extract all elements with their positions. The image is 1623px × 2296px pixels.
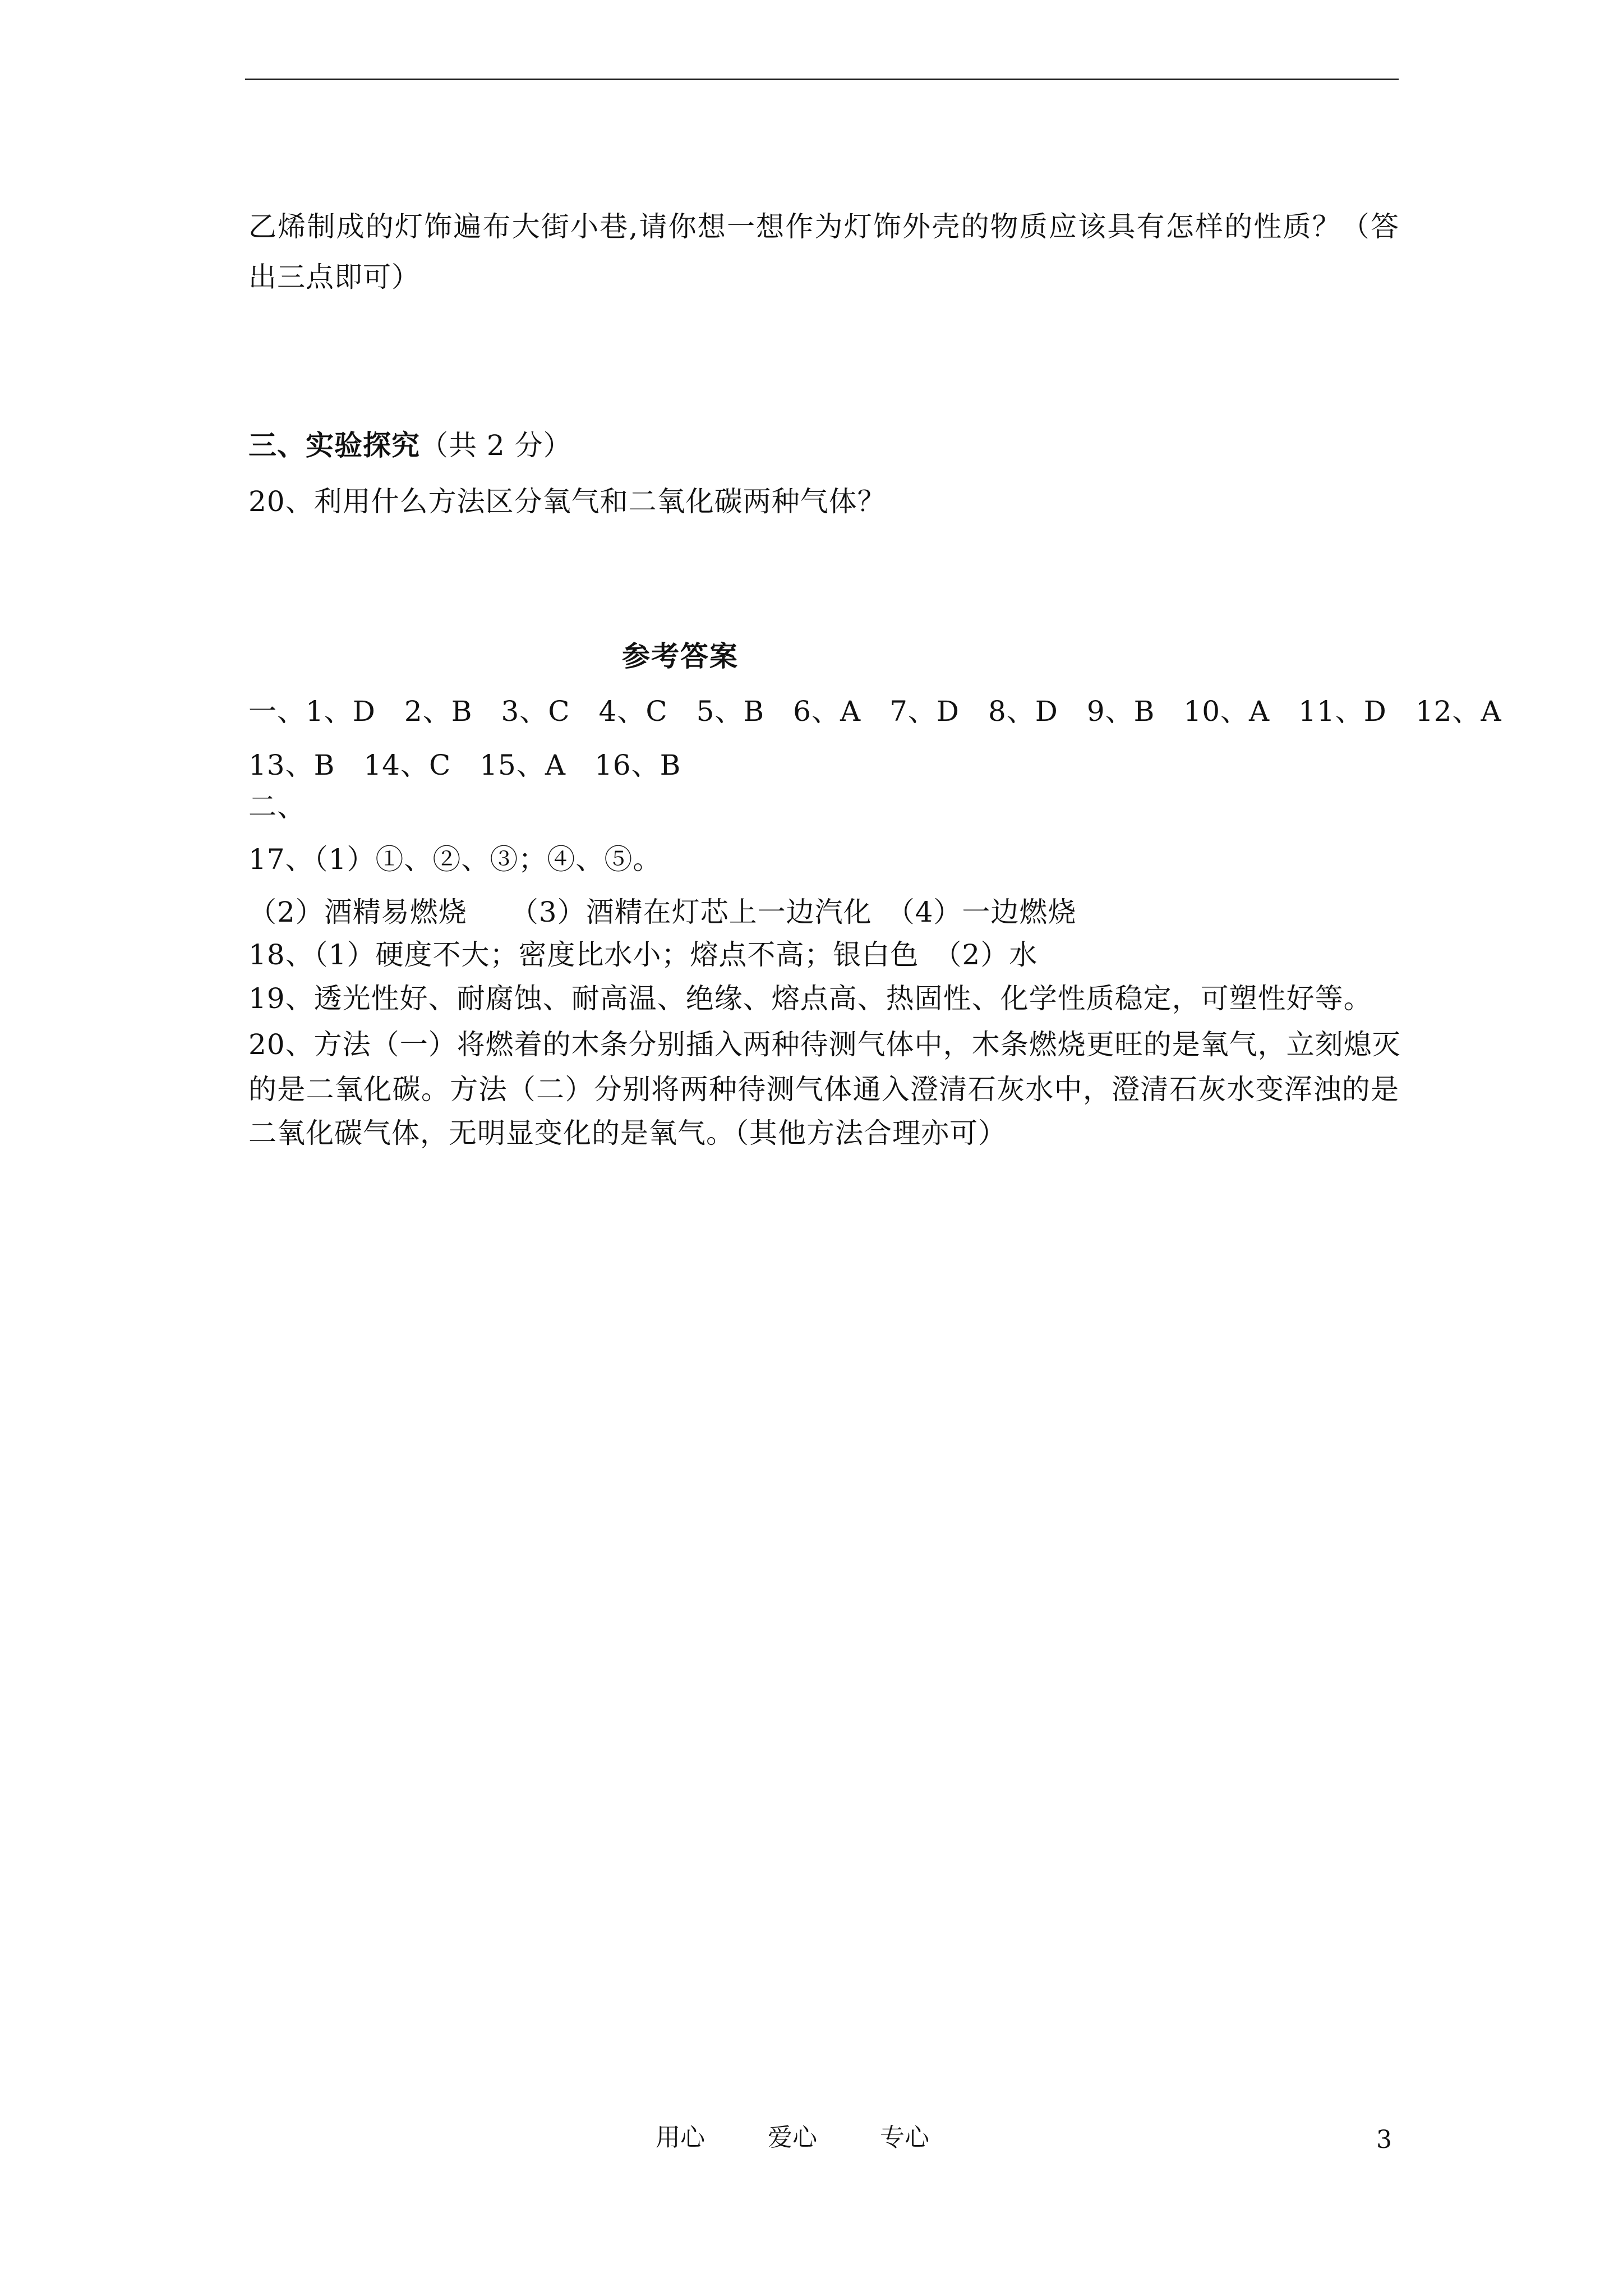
footer-motto-1: 用心 <box>656 2123 705 2152</box>
page-number: 3 <box>1376 2125 1392 2154</box>
answers-part2-label: 二、 <box>248 790 306 823</box>
question-19-text-line-1: 乙烯制成的灯饰遍布大街小巷,请你想一想作为灯饰外壳的物质应该具有怎样的性质？（答 <box>248 210 1399 243</box>
answers-part1-line-2: 13、B 14、C 15、A 16、B <box>248 749 681 781</box>
answer-key-title: 参考答案 <box>622 639 739 673</box>
answer-20-line-1: 20、方法（一）将燃着的木条分别插入两种待测气体中，木条燃烧更旺的是氧气，立刻熄灭 <box>248 1028 1401 1061</box>
answer-20-line-2: 的是二氧化碳。方法（二）分别将两种待测气体通入澄清石灰水中，澄清石灰水变浑浊的是 <box>248 1073 1399 1106</box>
answers-part1-line-1: 一、1、D 2、B 3、C 4、C 5、B 6、A 7、D 8、D 9、B 10、A 11、D 12、A <box>248 695 1502 728</box>
section-3-title: 三、实验探究 <box>248 429 420 462</box>
answer-20-line-3: 二氧化碳气体，无明显变化的是氧气。（其他方法合理亦可） <box>248 1117 1007 1149</box>
header-rule <box>245 79 1399 80</box>
section-3-points: （共 2 分） <box>420 429 572 462</box>
footer-motto-3: 专心 <box>880 2123 929 2152</box>
footer-motto-2: 爱心 <box>768 2123 817 2152</box>
question-19-text-line-2: 出三点即可） <box>248 261 420 293</box>
answer-17-line-1: 17、（1）①、②、③；④、⑤。 <box>248 843 662 876</box>
question-20-text: 20、利用什么方法区分氧气和二氧化碳两种气体？ <box>248 485 886 518</box>
answer-19: 19、透光性好、耐腐蚀、耐高温、绝缘、熔点高、热固性、化学性质稳定，可塑性好等。 <box>248 982 1372 1015</box>
section-3-heading <box>248 429 572 462</box>
answer-18: 18、（1）硬度不大；密度比水小；熔点不高；银白色 （2）水 <box>248 938 1038 971</box>
answer-17-line-2: （2）酒精易燃烧 （3）酒精在灯芯上一边汽化 （4）一边燃烧 <box>248 896 1077 928</box>
